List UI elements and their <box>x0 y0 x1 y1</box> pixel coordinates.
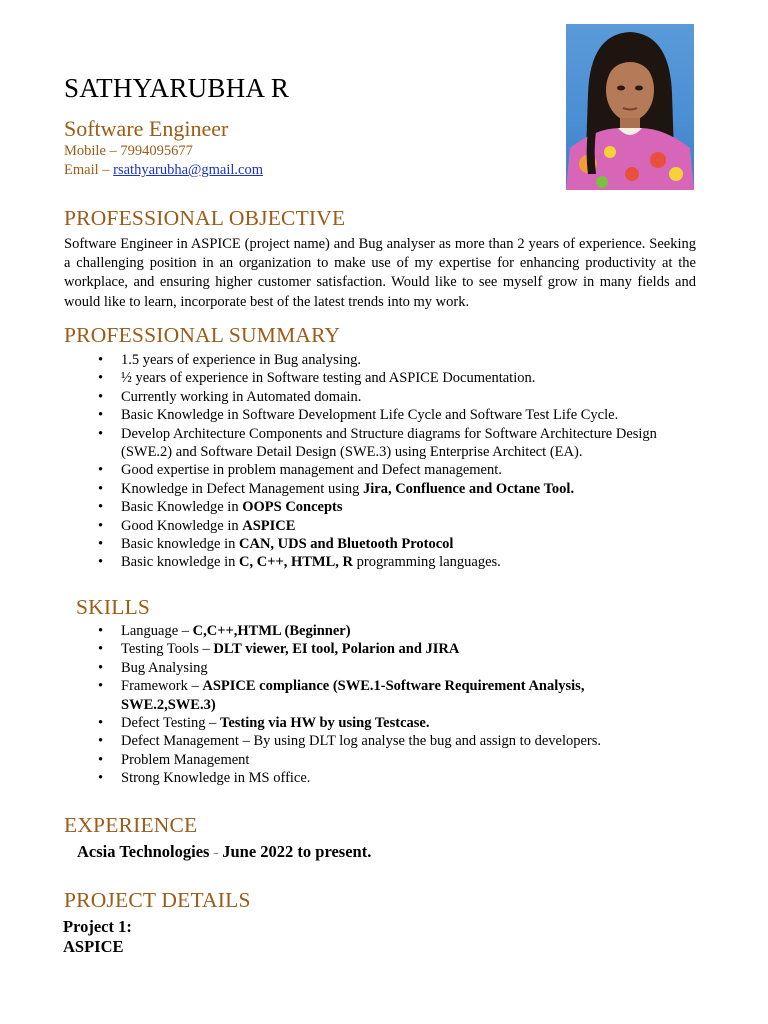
summary-item: • Good expertise in problem management and Defect management. <box>0 461 700 479</box>
summary-item: • Currently working in Automated domain. <box>0 388 700 406</box>
experience-heading: EXPERIENCE <box>64 813 198 837</box>
summary-item: • ½ years of experience in Software testing and ASPICE Documentation. <box>0 369 700 387</box>
email-link[interactable]: rsathyarubha@gmail.com <box>113 162 263 178</box>
objective-text: Software Engineer in ASPICE (project name) and Bug analyser as more than 2 years of experience. Seeking a challenging position in an organization to make use of my expertise for enhancing productivity at the workplace, and ensuring higher customer satisfaction. Would like to see myself grow in many fields and would like to learn, incorporate best of the latest trends into my work. <box>64 236 696 310</box>
experience-separator: – <box>213 848 219 859</box>
mobile-line <box>64 143 193 160</box>
job-title: Software Engineer <box>64 116 229 141</box>
skill-item: • Defect Management – By using DLT log analyse the bug and assign to developers. <box>0 732 700 750</box>
skill-item: • Defect Testing – Testing via HW by using Testcase. <box>0 714 700 732</box>
summary-heading: PROFESSIONAL SUMMARY <box>64 323 341 347</box>
skill-item: • Language – C,C++,HTML (Beginner) <box>0 622 700 640</box>
summary-item: • Develop Architecture Components and Structure diagrams for Software Architecture Design (SWE.2) and Software Detail Design (SWE.3) using Enterprise Architect (EA). <box>0 425 700 462</box>
email-label: Email – <box>64 162 114 178</box>
project-name: ASPICE <box>63 937 124 956</box>
experience-period: June 2022 to present. <box>222 842 372 861</box>
candidate-name: SATHYARUBHA R <box>64 73 290 103</box>
skills-list <box>0 622 700 788</box>
summary-item: • Knowledge in Defect Management using Jira, Confluence and Octane Tool. <box>0 480 700 498</box>
skill-item: • Testing Tools – DLT viewer, EI tool, Polarion and JIRA <box>0 640 700 658</box>
summary-item: • Basic knowledge in C, C++, HTML, R programming languages. <box>0 553 700 571</box>
experience-entry <box>77 842 371 862</box>
mobile-label: Mobile – <box>64 143 121 159</box>
summary-item: • Good Knowledge in ASPICE <box>0 517 700 535</box>
summary-item: • 1.5 years of experience in Bug analysing. <box>0 351 700 369</box>
summary-item: • Basic knowledge in CAN, UDS and Bluetooth Protocol <box>0 535 700 553</box>
profile-photo <box>566 24 694 190</box>
mobile-number: 7994095677 <box>120 143 193 159</box>
summary-list <box>0 351 700 572</box>
person-portrait-image <box>566 24 694 190</box>
skill-item: • Framework – ASPICE compliance (SWE.1-Software Requirement Analysis, SWE.2,SWE.3) <box>0 677 700 714</box>
company-name: Acsia Technologies <box>77 842 210 861</box>
summary-item: • Basic Knowledge in Software Development Life Cycle and Software Test Life Cycle. <box>0 406 700 424</box>
summary-item: • Basic Knowledge in OOPS Concepts <box>0 498 700 516</box>
skill-item: • Problem Management <box>0 751 700 769</box>
project-label: Project 1: <box>63 917 132 936</box>
skill-item: • Strong Knowledge in MS office. <box>0 769 700 787</box>
skills-heading: SKILLS <box>76 595 151 619</box>
objective-heading: PROFESSIONAL OBJECTIVE <box>64 206 346 230</box>
projects-heading: PROJECT DETAILS <box>64 888 251 912</box>
email-line <box>64 162 263 179</box>
skill-item: • Bug Analysing <box>0 659 700 677</box>
